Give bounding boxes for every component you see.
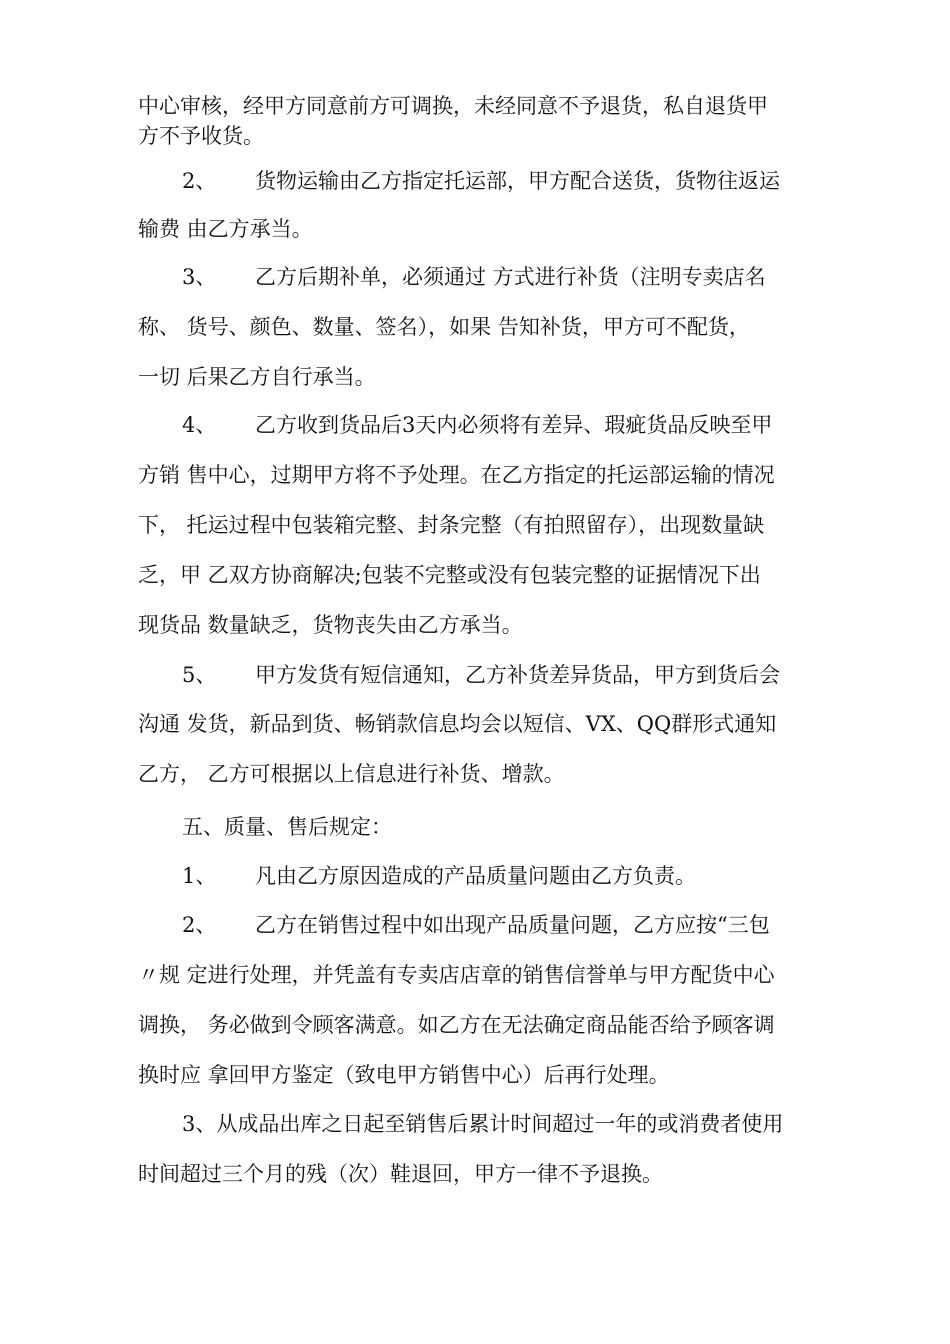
clause-text: 乙方在销售过程中如出现产品质量问题，乙方应按“三包 (255, 913, 770, 937)
text-line: 乏，甲 乙双方协商解决;包装不完整或没有包装完整的证据情况下出 (138, 563, 761, 587)
clause-number: 2、 (182, 169, 217, 193)
text-line: 时间超过三个月的残（次）鞋退回，甲方一律不予退换。 (138, 1162, 663, 1186)
clause-number: 4、 (182, 413, 217, 437)
text-line: 调换， 务必做到令顾客满意。如乙方在无法确定商品能否给予顾客调 (138, 1013, 775, 1037)
text-line: 换时应 拿回甲方鉴定（致电甲方销售中心）后再行处理。 (138, 1063, 670, 1087)
text-line: 下， 托运过程中包装箱完整、封条完整（有拍照留存），出现数量缺 (138, 513, 765, 537)
clause-number: 1、 (182, 864, 217, 888)
clause-number: 2、 (182, 913, 217, 937)
clause-5-first-line (182, 661, 780, 689)
text-line: 方不予收货。 (138, 124, 264, 148)
text-line: 输费 由乙方承当。 (138, 217, 313, 241)
quality-clause-3-first-line: 3、从成品出库之日起至销售后累计时间超过一年的或消费者使用 (182, 1112, 784, 1136)
clause-text: 乙方后期补单，必须通过 方式进行补货（注明专卖店名 (255, 265, 766, 289)
text-line: 现货品 数量缺乏，货物丧失由乙方承当。 (138, 613, 523, 637)
text-line: 〃规 定进行处理，并凭盖有专卖店店章的销售信誉单与甲方配货中心 (138, 963, 775, 987)
quality-clause-2-first-line (182, 911, 770, 939)
clause-number: 5、 (182, 663, 217, 687)
clause-number: 3、 (182, 265, 217, 289)
text-line: 称、 货号、颜色、数量、签名），如果 告知补货，甲方可不配货， (138, 315, 750, 339)
clause-3-first-line (182, 263, 766, 291)
text-line: 沟通 发货，新品到货、畅销款信息均会以短信、VX、QQ群形式通知 (138, 712, 777, 736)
text-line: 乙方， 乙方可根据以上信息进行补货、增款。 (138, 762, 565, 786)
text-line: 方销 售中心，过期甲方将不予处理。在乙方指定的托运部运输的情况 (138, 463, 775, 487)
clause-4-first-line (182, 411, 772, 439)
section-heading: 五、质量、售后规定： (182, 815, 392, 839)
text-line: 一切 后果乙方自行承当。 (138, 365, 376, 389)
clause-text: 甲方发货有短信通知，乙方补货差异货品，甲方到货后会 (255, 663, 780, 687)
quality-clause-1 (182, 862, 696, 890)
text-line: 中心审核，经甲方同意前方可调换，未经同意不予退货，私自退货甲 (138, 94, 768, 118)
clause-text: 乙方收到货品后3天内必须将有差异、瑕疵货品反映至甲 (255, 413, 773, 437)
clause-text: 凡由乙方原因造成的产品质量问题由乙方负责。 (255, 864, 696, 888)
clause-text: 货物运输由乙方指定托运部，甲方配合送货，货物往返运 (255, 169, 780, 193)
clause-2-first-line (182, 167, 780, 195)
